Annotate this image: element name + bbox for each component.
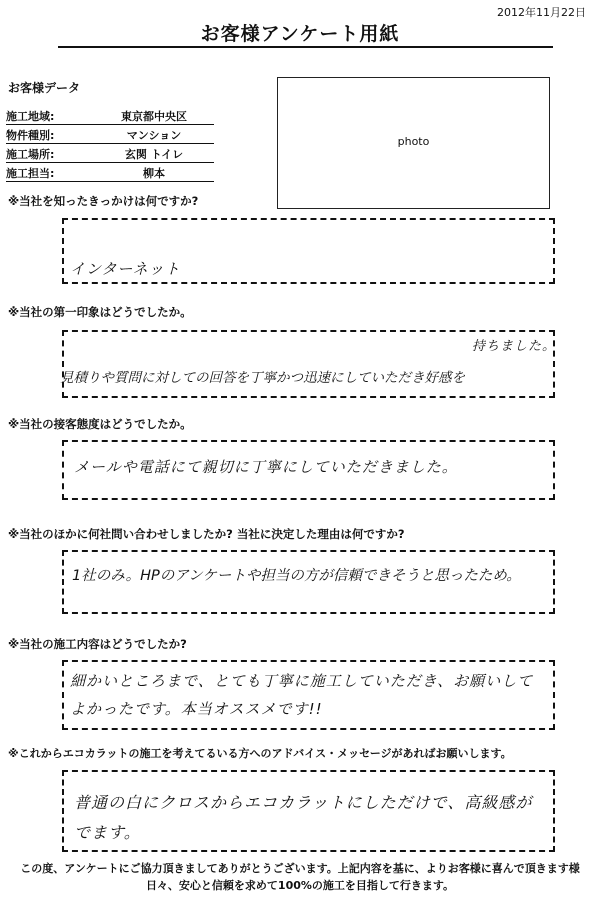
photo-label: photo xyxy=(397,135,430,148)
question-6: ※これからエコカラットの施工を考えてるいる方へのアドバイス・メッセージがあればお願いします。 xyxy=(8,747,512,760)
page-title: お客様アンケート用紙 xyxy=(200,23,400,45)
info-value: 柳本 xyxy=(143,167,165,180)
answer-box-1 xyxy=(62,218,555,284)
answer-text: 普通の白にクロスからエコカラットにしただけで、高級感が xyxy=(74,793,533,812)
answer-box-6 xyxy=(62,770,555,852)
answer-text: 1社のみ。HPのアンケートや担当の方が信頼できそうと思ったため。 xyxy=(72,568,521,584)
survey-date: 2012年11月22日 xyxy=(497,6,586,19)
answer-box-4 xyxy=(62,550,555,614)
answer-text: 細かいところまで、とても丁寧に施工していただき、お願いして xyxy=(70,672,534,690)
info-label: 施工地域: xyxy=(6,110,55,123)
question-5: ※当社の施工内容はどうでしたか? xyxy=(8,637,187,651)
question-3: ※当社の接客態度はどうでしたか。 xyxy=(8,417,192,431)
answer-box-2 xyxy=(62,330,555,398)
footer-message-line-1: この度、アンケートにご協力頂きましてありがとうございます。上記内容を基に、よりお客様に喜んで頂きます様 xyxy=(20,862,580,875)
info-label: 施工場所: xyxy=(6,148,55,161)
answer-text: インターネット xyxy=(70,260,181,278)
answer-text: でます。 xyxy=(74,823,141,842)
info-label: 物件種別: xyxy=(6,129,55,142)
photo-placeholder xyxy=(277,77,550,209)
info-value: 東京都中央区 xyxy=(121,110,187,123)
answer-text: メールや電話にて親切に丁寧にしていただきました。 xyxy=(74,458,458,476)
info-value: マンション xyxy=(126,129,182,142)
info-value: 玄関 トイレ xyxy=(124,148,184,161)
question-1: ※当社を知ったきっかけは何ですか? xyxy=(8,194,199,208)
info-label: 施工担当: xyxy=(6,167,55,180)
info-row-property-type xyxy=(6,126,214,144)
answer-text: 持ちました。 xyxy=(472,339,557,354)
question-4: ※当社のほかに何社問い合わせしましたか? 当社に決定した理由は何ですか? xyxy=(8,527,405,541)
customer-data-heading: お客様データ xyxy=(8,81,81,95)
answer-text: よかったです。本当オススメです!! xyxy=(70,700,323,718)
info-row-location xyxy=(6,145,214,163)
question-2: ※当社の第一印象はどうでしたか。 xyxy=(8,305,192,319)
answer-text: 見積りや質問に対しての回答を丁寧かつ迅速にしていただき好感を xyxy=(60,370,465,386)
title-underline xyxy=(58,46,553,48)
footer-message-line-2: 日々、安心と信頼を求めて100%の施工を目指して行きます。 xyxy=(145,879,455,892)
info-row-area xyxy=(6,107,214,125)
info-row-staff xyxy=(6,164,214,182)
answer-box-3 xyxy=(62,440,555,500)
answer-box-5 xyxy=(62,660,555,730)
